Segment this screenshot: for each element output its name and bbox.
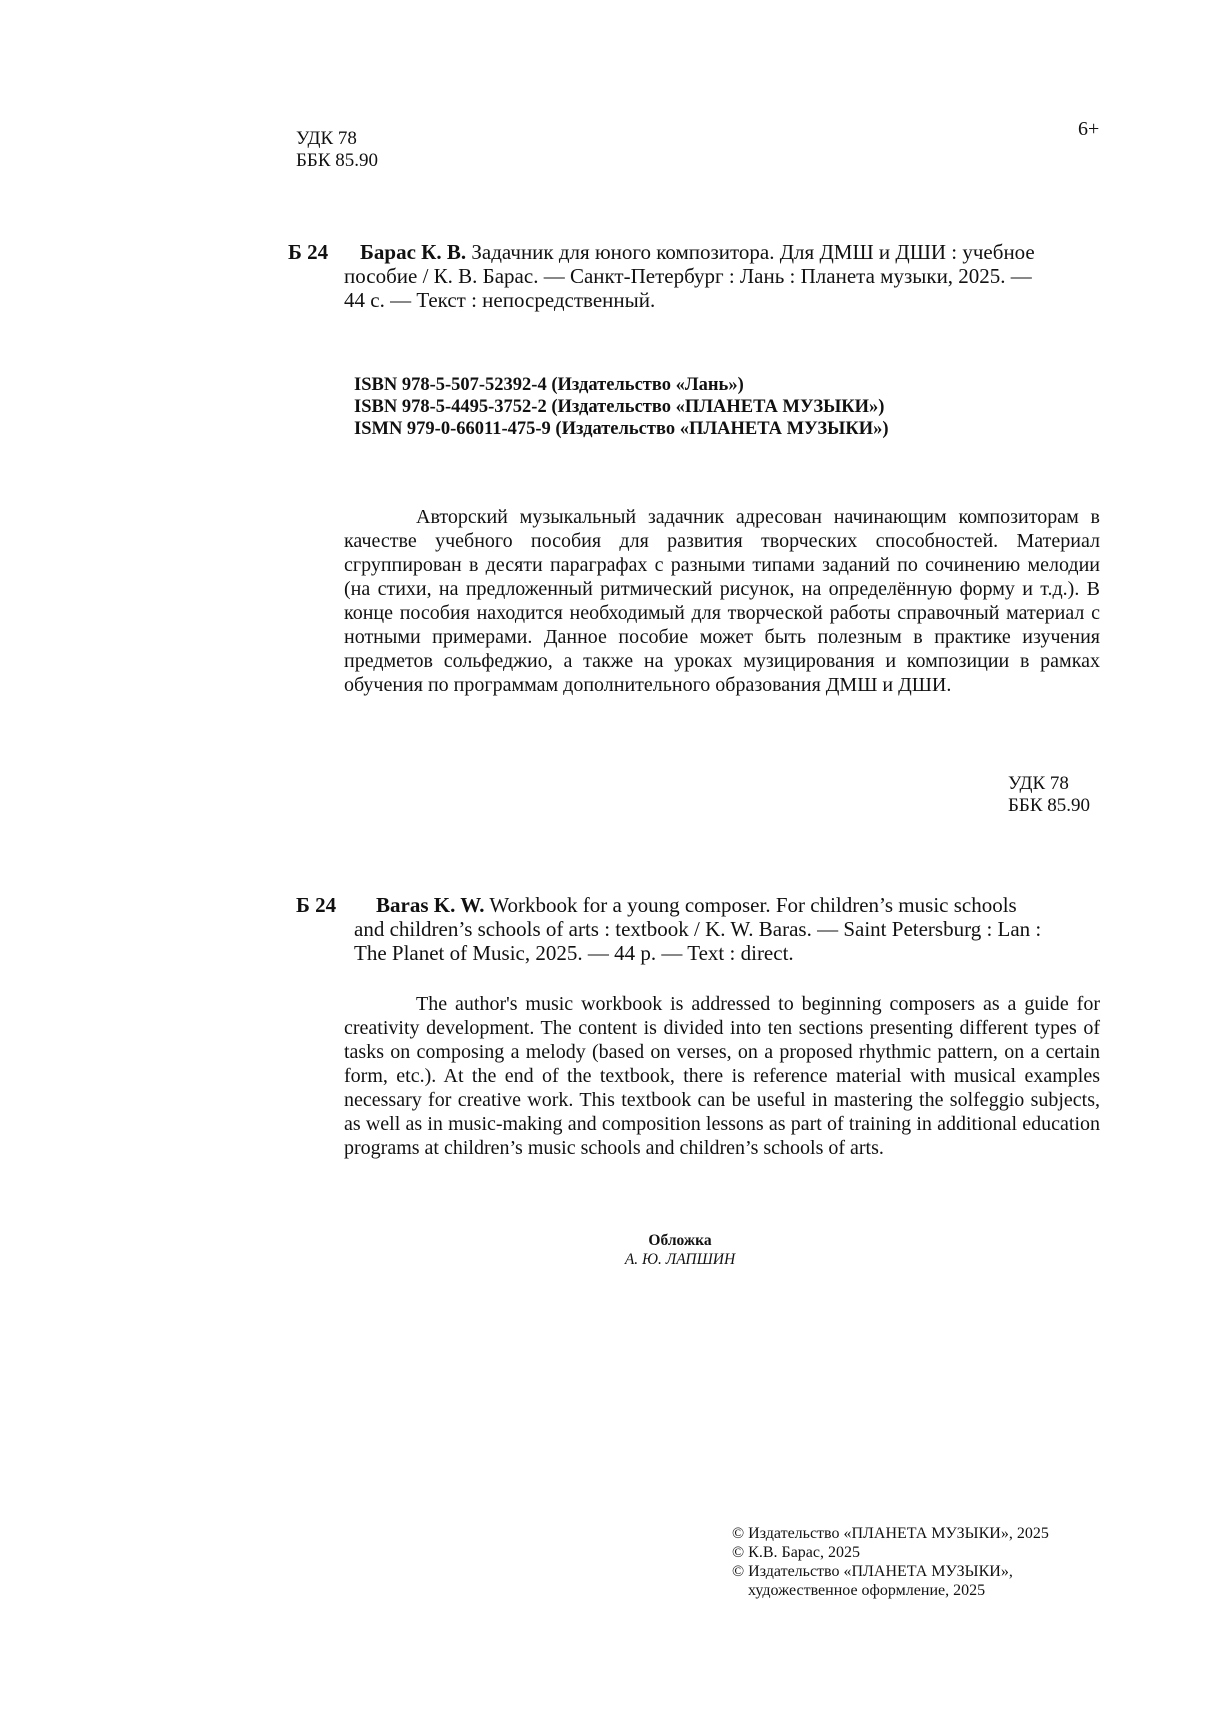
title-line-3: 44 с. — Текст : непосредственный.: [344, 288, 656, 312]
title-line-3-en: The Planet of Music, 2025. — 44 p. — Text : direct.: [354, 941, 794, 965]
udk-code-right: УДК 78: [1008, 773, 1069, 794]
english-abstract: [344, 992, 1100, 1160]
copyright-block: [732, 1524, 1049, 1600]
udk-code: УДК 78: [296, 128, 357, 149]
english-bibliographic-entry: [296, 893, 1092, 973]
title-line-1-en: Workbook for a young composer. For children’s music schools: [484, 893, 1017, 917]
classification-top-left: [296, 128, 378, 172]
copyright-line-4: художественное оформление, 2025: [748, 1582, 986, 1599]
bbk-code-right: ББК 85.90: [1008, 795, 1090, 816]
cover-label: Обложка: [648, 1232, 712, 1249]
isbn-block: [354, 374, 889, 440]
title-line-2-en: and children’s schools of arts : textbook / K. W. Baras. — Saint Petersburg : Lan :: [354, 917, 1042, 941]
isbn-lan: ISBN 978-5-507-52392-4 (Издательство «Лань»): [354, 375, 744, 395]
russian-abstract-text: Авторский музыкальный задачник адресован начинающим композиторам в качестве учебного пособия для развития творческих способностей. Материал сгруппирован в десяти параграфах с разными типами заданий по сочинению мелодии (на стихи, на предложенный ритмический рисунок, на определённую форму и т.д.). В конце пособия находится необходимый для творческой работы справочный материал с нотными примерами. Данное пособие может быть полезным в практике изучения предметов сольфеджио, а также на уроках музицирования и композиции в рамках обучения по программам дополнительного образования ДМШ и ДШИ.: [344, 506, 1100, 696]
author-name-en: Baras K. W.: [376, 893, 485, 917]
age-rating: 6+: [1078, 118, 1100, 140]
author-name: Барас К. В.: [360, 240, 467, 264]
russian-abstract: [344, 505, 1100, 697]
russian-bibliographic-entry: [288, 240, 1100, 320]
english-abstract-text: The author's music workbook is addressed to beginning composers as a guide for creativity development. The content is divided into ten sections presenting different types of tasks on composing a melody (based on verses, on a proposed rhythmic pattern, on a certain form, etc.). At the end of the textbook, there is reference material with musical examples necessary for creative work. This textbook can be useful in mastering the solfeggio subjects, as well as in music-making and composition lessons as part of training in additional education programs at children’s music schools and children’s schools of arts.: [344, 993, 1100, 1159]
isbn-planeta: ISBN 978-5-4495-3752-2 (Издательство «ПЛАНЕТА МУЗЫКИ»): [354, 397, 885, 417]
ismn-planeta: ISMN 979-0-66011-475-9 (Издательство «ПЛАНЕТА МУЗЫКИ»): [354, 419, 889, 439]
copyright-line-2: © К.В. Барас, 2025: [732, 1544, 860, 1561]
bbk-code: ББК 85.90: [296, 150, 378, 171]
title-line-1: Задачник для юного композитора. Для ДМШ и ДШИ : учебное: [466, 240, 1035, 264]
cover-artist: А. Ю. ЛАПШИН: [624, 1251, 736, 1268]
copyright-line-3: © Издательство «ПЛАНЕТА МУЗЫКИ»,: [732, 1563, 1013, 1580]
classification-right: [1008, 773, 1090, 817]
entry-code: Б 24: [288, 240, 329, 264]
entry-code-en: Б 24: [296, 893, 337, 917]
copyright-line-1: © Издательство «ПЛАНЕТА МУЗЫКИ», 2025: [732, 1525, 1049, 1542]
cover-credit: [560, 1231, 800, 1269]
title-line-2: пособие / К. В. Барас. — Санкт-Петербург : Лань : Планета музыки, 2025. —: [344, 264, 1032, 288]
